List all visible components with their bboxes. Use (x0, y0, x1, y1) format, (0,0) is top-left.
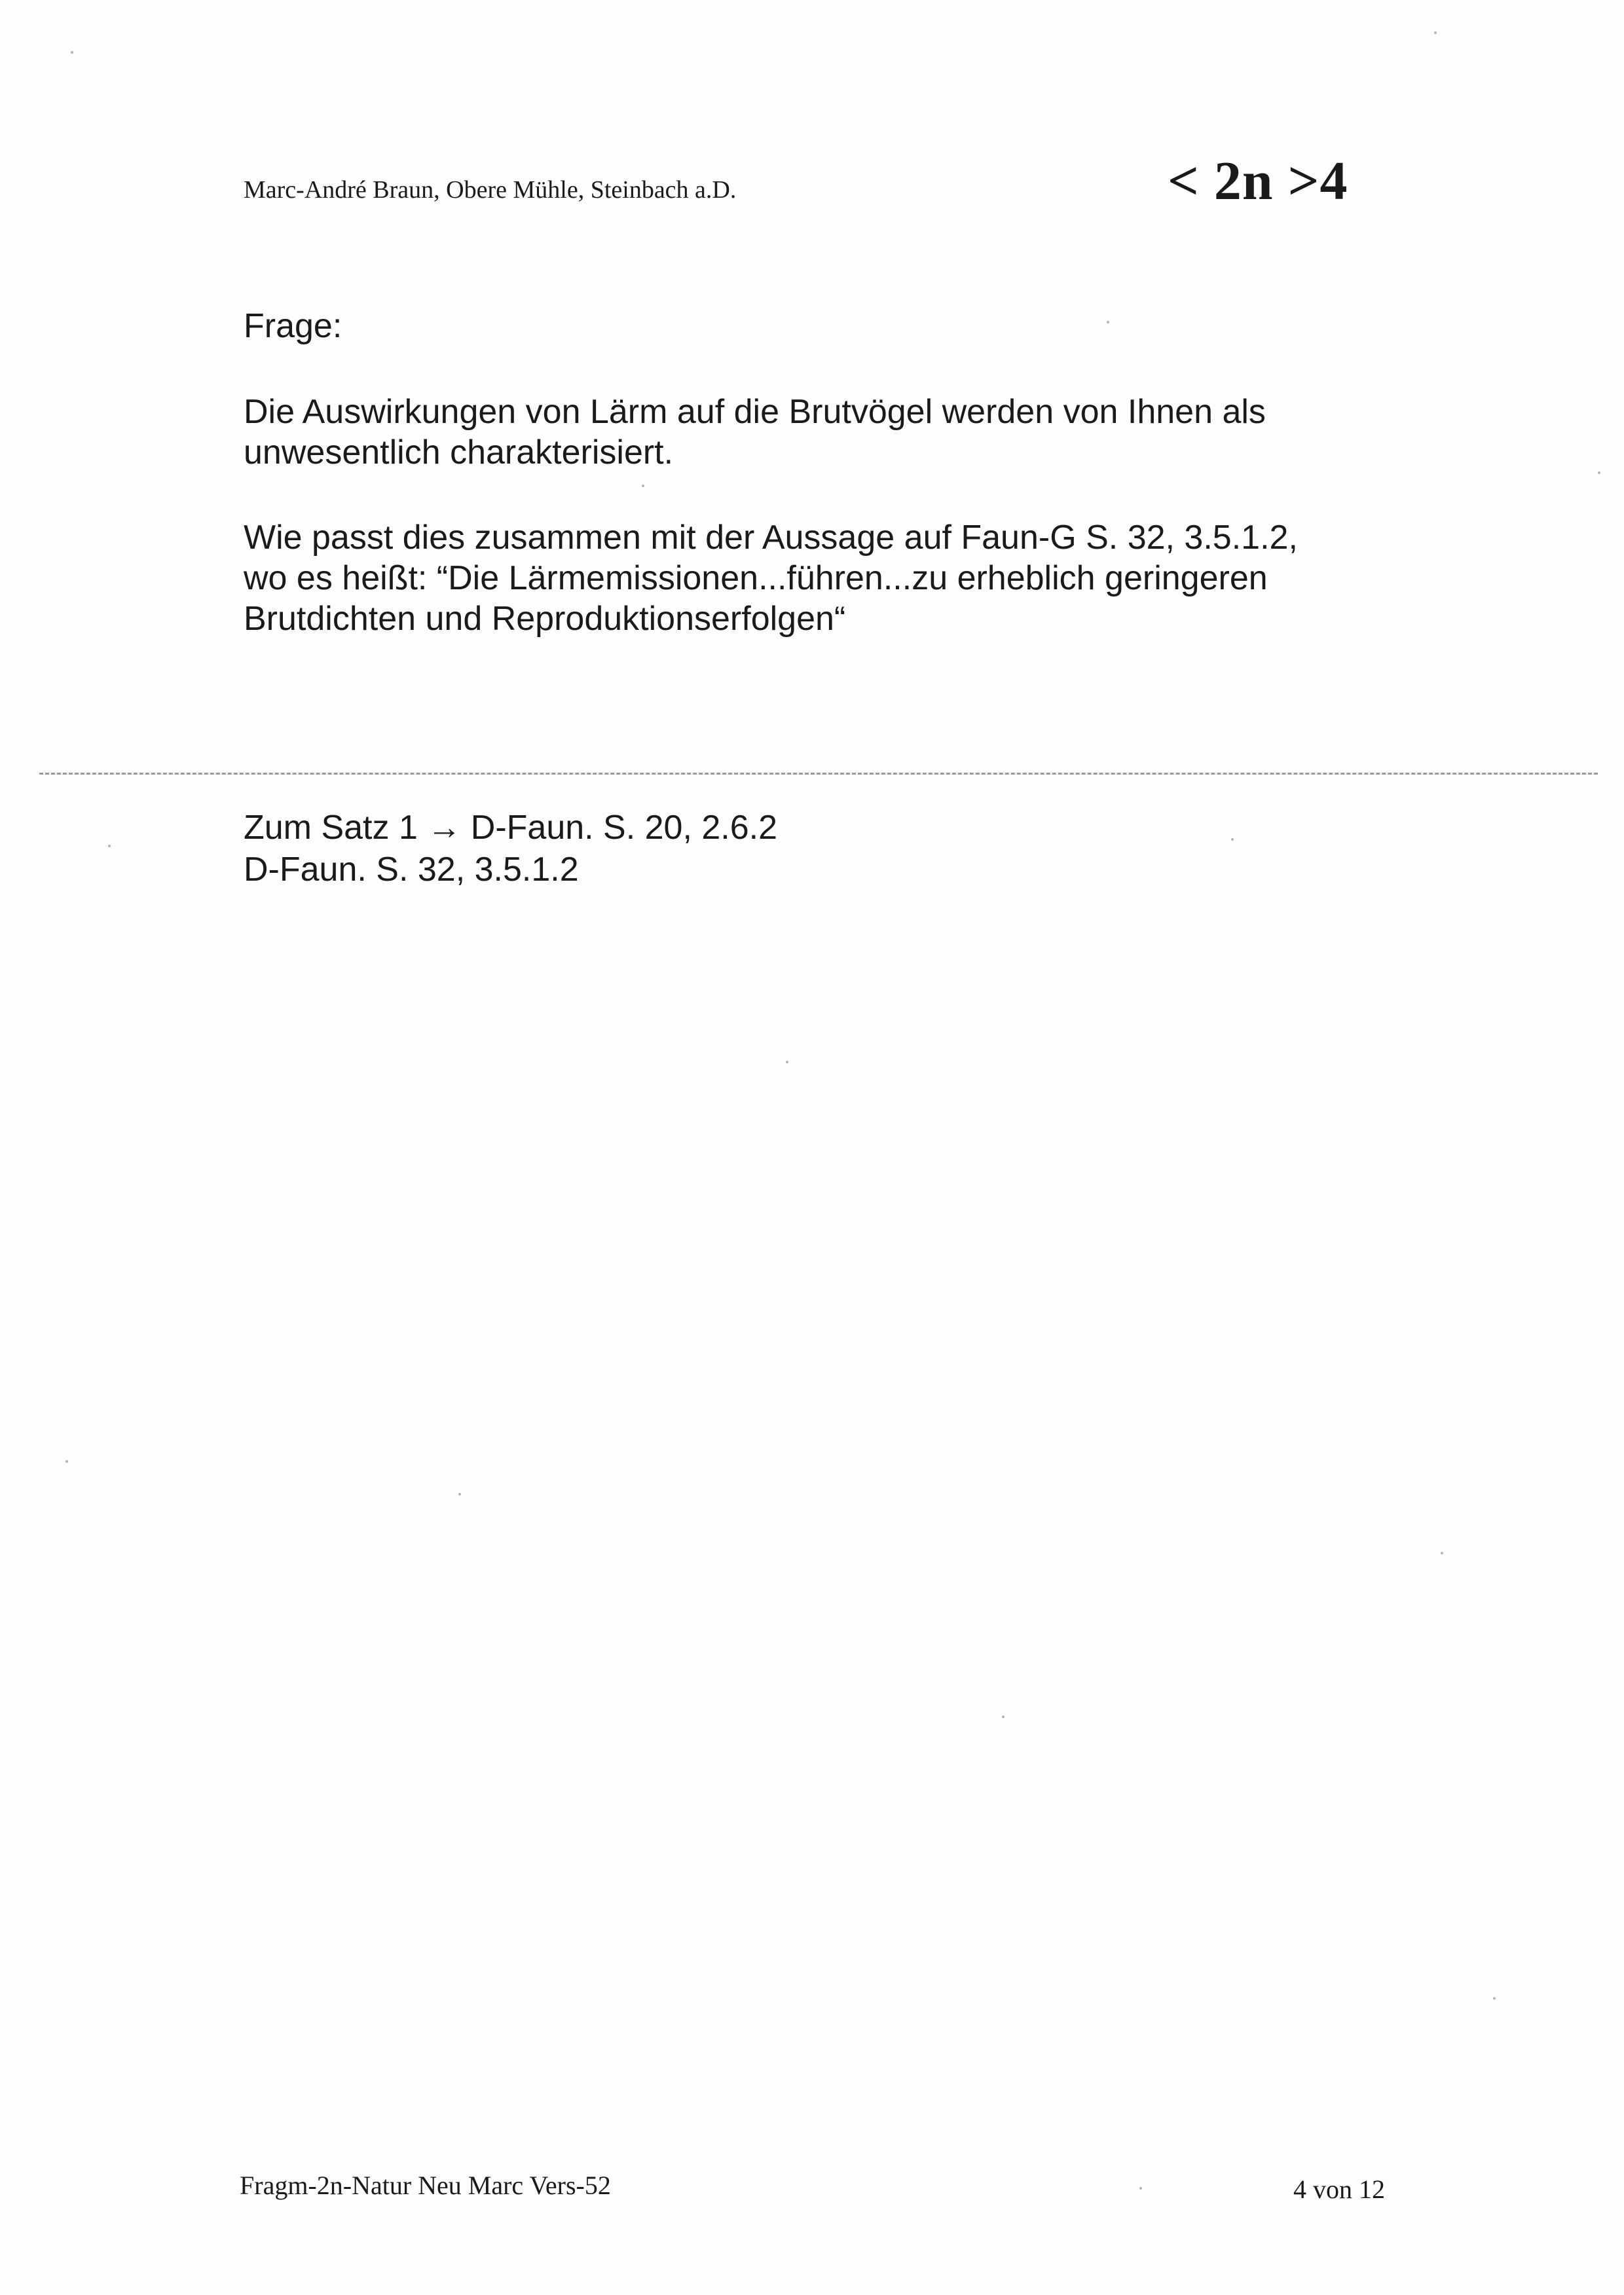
scan-speck (108, 845, 111, 847)
footer-document-name: Fragm-2n-Natur Neu Marc Vers-52 (240, 2171, 611, 2200)
text-line: unwesentlich charakterisiert. (244, 433, 674, 471)
reference-line: Zum Satz 1 → D-Faun. S. 20, 2.6.2 (244, 809, 778, 847)
scan-speck (458, 1493, 461, 1496)
scan-speck (1493, 1997, 1496, 2000)
scan-speck (1231, 838, 1234, 841)
header-author: Marc-André Braun, Obere Mühle, Steinbach a.D. (244, 176, 737, 204)
question-label: Frage: (244, 307, 342, 345)
scan-speck (1598, 471, 1600, 474)
scan-speck (1434, 31, 1437, 34)
scan-speck (1107, 321, 1109, 323)
reference-line: D-Faun. S. 32, 3.5.1.2 (244, 851, 579, 889)
scan-speck (642, 485, 644, 487)
dashed-separator (39, 773, 1598, 775)
text-line: Die Auswirkungen von Lärm auf die Brutvögel werden von Ihnen als (244, 393, 1266, 431)
scan-speck (1441, 1552, 1443, 1554)
question-paragraph-2 (244, 517, 1409, 639)
text-line: Wie passt dies zusammen mit der Aussage auf Faun-G S. 32, 3.5.1.2, (244, 519, 1298, 557)
scan-speck (1002, 1716, 1005, 1718)
scan-speck (71, 51, 73, 54)
text-line: Brutdichten und Reproduktionserfolgen“ (244, 600, 846, 638)
footer-page-indicator: 4 von 12 (1293, 2175, 1385, 2204)
text-line: wo es heißt: “Die Lärmemissionen...führen...zu erheblich geringeren (244, 559, 1268, 597)
scan-speck (1139, 2187, 1142, 2190)
scan-speck (65, 1460, 68, 1463)
document-code: < 2n >4 (1168, 151, 1348, 211)
question-paragraph-1 (244, 392, 1409, 473)
scan-speck (786, 1061, 788, 1063)
reference-block (244, 807, 777, 890)
